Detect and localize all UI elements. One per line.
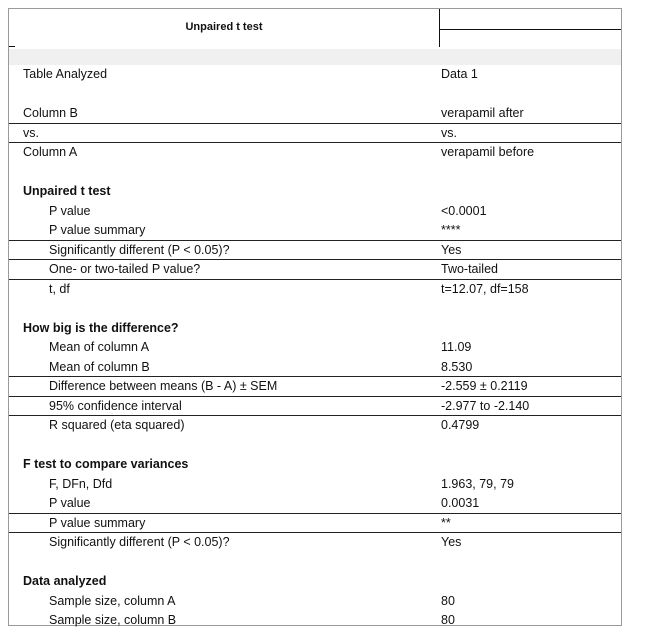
- blank-row[interactable]: [9, 299, 621, 319]
- row-value: 80: [441, 593, 455, 608]
- row-label: Sample size, column A: [49, 593, 176, 608]
- result-row[interactable]: [9, 143, 621, 163]
- section-title: F test to compare variances: [23, 457, 189, 471]
- row-value: verapamil before: [441, 145, 535, 159]
- results-table: [9, 65, 621, 631]
- result-row[interactable]: [9, 592, 621, 612]
- result-row[interactable]: [9, 358, 621, 378]
- sheet-title: Unpaired t test: [185, 21, 263, 33]
- result-row[interactable]: [9, 260, 621, 280]
- result-row[interactable]: [9, 475, 621, 495]
- row-value: -2.977 to -2.140: [441, 398, 530, 413]
- row-value: 1.963, 79, 79: [441, 476, 514, 491]
- row-label: Difference between means (B - A) ± SEM: [49, 379, 278, 393]
- row-label: Sample size, column B: [49, 613, 177, 627]
- header-divider: [439, 9, 440, 47]
- row-label: P value: [49, 203, 91, 218]
- row-label: Column B: [23, 106, 78, 120]
- sheet-header: [9, 9, 621, 49]
- row-label: Column A: [23, 145, 78, 159]
- row-value: 8.530: [441, 359, 473, 374]
- row-value: Yes: [441, 242, 462, 257]
- result-row[interactable]: [9, 514, 621, 534]
- section-title: Data analyzed: [23, 574, 107, 588]
- row-label: Mean of column A: [49, 340, 150, 354]
- blank-row[interactable]: [9, 163, 621, 183]
- row-label: P value: [49, 496, 91, 510]
- row-label: Table Analyzed: [23, 67, 108, 81]
- section-header-row[interactable]: [9, 572, 621, 592]
- section-header-row[interactable]: [9, 319, 621, 339]
- row-value: t=12.07, df=158: [441, 281, 529, 296]
- result-row[interactable]: [9, 65, 621, 85]
- corner-mark: [9, 46, 15, 47]
- row-label: t, df: [49, 281, 70, 296]
- row-value: verapamil after: [441, 106, 524, 120]
- row-value: **: [441, 515, 451, 530]
- row-value: <0.0001: [441, 203, 487, 218]
- row-value: 80: [441, 613, 455, 627]
- blank-row[interactable]: [9, 553, 621, 573]
- row-label: Significantly different (P < 0.05)?: [49, 242, 230, 257]
- header-column-divider: [439, 29, 621, 30]
- result-row[interactable]: [9, 124, 621, 144]
- section-title: How big is the difference?: [23, 320, 179, 335]
- row-value: 0.0031: [441, 496, 480, 510]
- result-row[interactable]: [9, 338, 621, 358]
- blank-row[interactable]: [9, 436, 621, 456]
- result-row[interactable]: [9, 221, 621, 241]
- result-row[interactable]: [9, 533, 621, 553]
- section-header-row[interactable]: [9, 182, 621, 202]
- result-row[interactable]: [9, 241, 621, 261]
- results-sheet: [8, 8, 622, 626]
- row-label: Mean of column B: [49, 359, 150, 374]
- blank-row[interactable]: [9, 85, 621, 105]
- result-row[interactable]: [9, 494, 621, 514]
- row-label: F, DFn, Dfd: [49, 476, 113, 491]
- result-row[interactable]: [9, 280, 621, 300]
- result-row[interactable]: [9, 397, 621, 417]
- result-row[interactable]: [9, 416, 621, 436]
- row-label: P value summary: [49, 515, 146, 530]
- row-label: vs.: [23, 125, 39, 140]
- row-value: -2.559 ± 0.2119: [441, 379, 528, 393]
- result-row[interactable]: [9, 377, 621, 397]
- row-value: ****: [441, 223, 461, 237]
- row-value: vs.: [441, 125, 457, 140]
- row-value: Data 1: [441, 67, 478, 81]
- row-value: 11.09: [441, 340, 472, 354]
- result-row[interactable]: [9, 104, 621, 124]
- row-label: Significantly different (P < 0.05)?: [49, 535, 230, 549]
- row-label: One- or two-tailed P value?: [49, 262, 201, 276]
- row-value: 0.4799: [441, 418, 480, 432]
- row-label: 95% confidence interval: [49, 398, 182, 413]
- result-row[interactable]: [9, 202, 621, 222]
- row-value: Two-tailed: [441, 262, 498, 276]
- row-label: P value summary: [49, 223, 146, 237]
- section-header-row[interactable]: [9, 455, 621, 475]
- header-spacer-band: [9, 49, 621, 65]
- row-value: Yes: [441, 535, 462, 549]
- row-label: R squared (eta squared): [49, 418, 185, 432]
- result-row[interactable]: [9, 611, 621, 631]
- section-title: Unpaired t test: [23, 184, 111, 198]
